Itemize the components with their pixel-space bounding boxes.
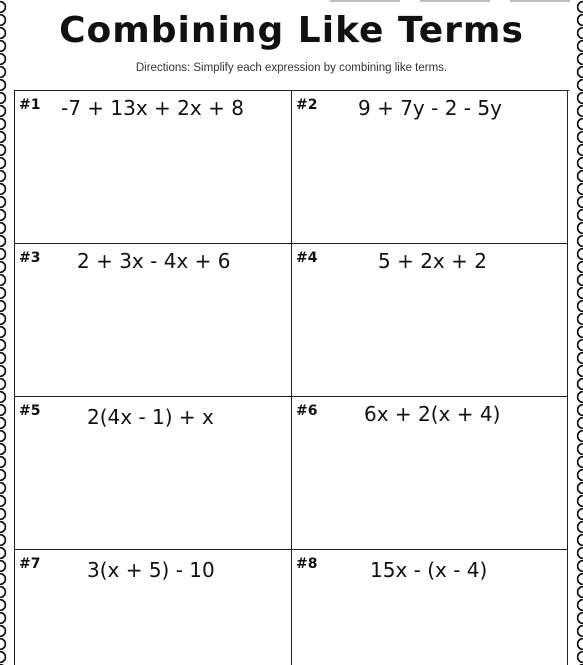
problem-cell-1[interactable] xyxy=(15,91,292,244)
problem-cell-5[interactable] xyxy=(15,397,292,550)
problem-number: #4 xyxy=(296,250,318,266)
problem-expression: -7 + 13x + 2x + 8 xyxy=(61,96,244,120)
scalloped-border-right xyxy=(569,0,583,665)
problem-number: #6 xyxy=(296,403,318,419)
problem-number: #5 xyxy=(19,403,41,419)
problem-expression: 15x - (x - 4) xyxy=(370,558,488,582)
problem-cell-2[interactable] xyxy=(292,91,568,244)
problem-number: #7 xyxy=(19,556,41,572)
problem-cell-7[interactable] xyxy=(15,550,292,665)
problem-expression: 2(4x - 1) + x xyxy=(87,405,214,429)
problem-cell-6[interactable] xyxy=(292,397,568,550)
problem-cell-3[interactable] xyxy=(15,244,292,397)
problem-grid xyxy=(14,90,569,665)
problem-number: #2 xyxy=(296,97,318,113)
problem-expression: 3(x + 5) - 10 xyxy=(87,558,215,582)
problem-expression: 6x + 2(x + 4) xyxy=(364,402,501,426)
top-edge-marks xyxy=(330,0,570,2)
problem-number: #1 xyxy=(19,97,41,113)
problem-cell-8[interactable] xyxy=(292,550,568,665)
problem-cell-4[interactable] xyxy=(292,244,568,397)
problem-number: #8 xyxy=(296,556,318,572)
problem-expression: 2 + 3x - 4x + 6 xyxy=(77,249,231,273)
directions-text: Directions: Simplify each expression by combining like terms. xyxy=(135,62,448,74)
worksheet-title: Combining Like Terms xyxy=(59,10,524,51)
problem-number: #3 xyxy=(19,250,41,266)
scalloped-border-left xyxy=(0,0,14,665)
problem-expression: 5 + 2x + 2 xyxy=(378,249,487,273)
problem-expression: 9 + 7y - 2 - 5y xyxy=(358,96,502,120)
